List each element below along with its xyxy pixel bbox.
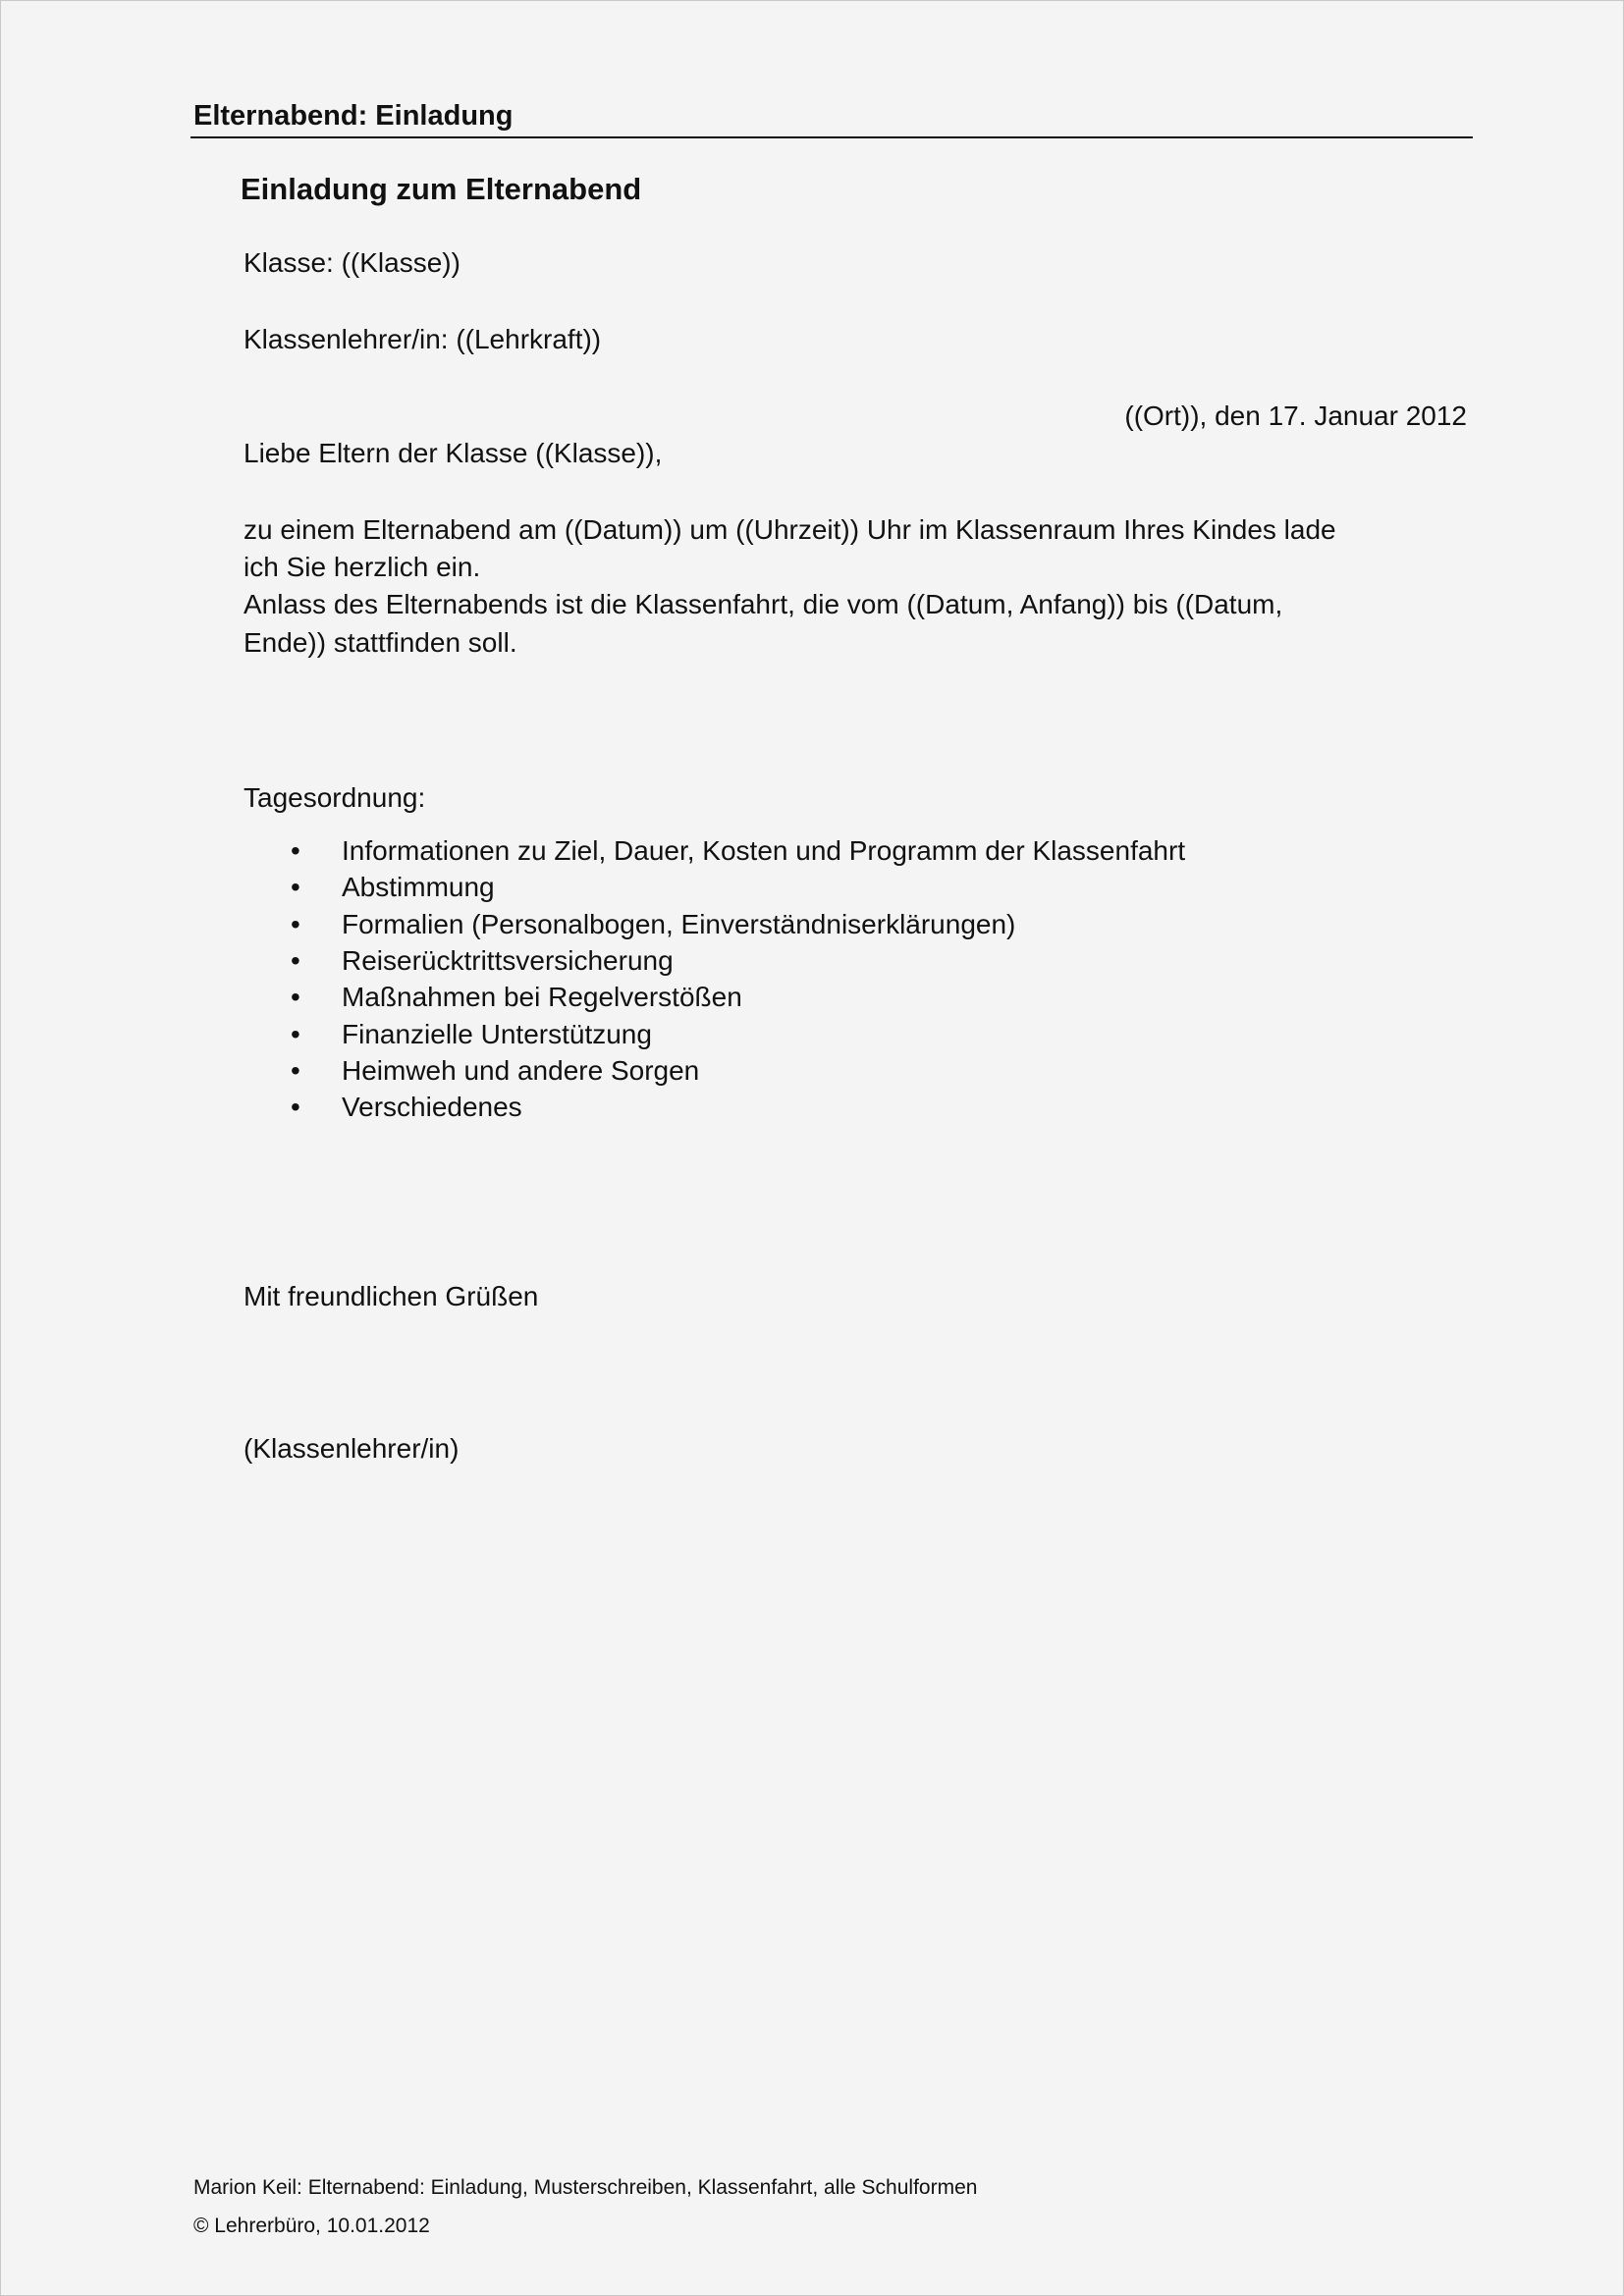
footer-source: Marion Keil: Elternabend: Einladung, Musterschreiben, Klassenfahrt, alle Schulformen [193,2176,978,2199]
agenda-item-text: Informationen zu Ziel, Dauer, Kosten und Programm der Klassenfahrt [342,835,1186,866]
agenda-item-text: Heimweh und andere Sorgen [342,1055,700,1086]
page-header-title: Elternabend: Einladung [193,100,514,132]
bullet-icon: • [291,1092,300,1122]
signature: (Klassenlehrer/in) [244,1433,460,1464]
bullet-icon: • [291,835,300,866]
agenda-label: Tagesordnung: [244,782,426,813]
letter-title: Einladung zum Elternabend [241,172,642,206]
bullet-icon: • [291,909,300,939]
agenda-item-text: Formalien (Personalbogen, Einverständniserklärungen) [342,909,1016,939]
agenda-item-text: Finanzielle Unterstützung [342,1019,652,1049]
closing: Mit freundlichen Grüßen [244,1281,539,1311]
date-line: ((Ort)), den 17. Januar 2012 [1124,400,1467,431]
body-line: Anlass des Elternabends ist die Klassenfahrt, die vom ((Datum, Anfang)) bis ((Datum, [244,589,1283,619]
body-line: zu einem Elternabend am ((Datum)) um ((Uhrzeit)) Uhr im Klassenraum Ihres Kindes lade [244,514,1336,545]
agenda-item-text: Verschiedenes [342,1092,522,1122]
agenda-item-text: Reiserücktrittsversicherung [342,945,674,976]
footer-copyright: © Lehrerbüro, 10.01.2012 [193,2215,430,2237]
bullet-icon: • [291,945,300,976]
bullet-icon: • [291,982,300,1012]
header-divider [190,136,1473,138]
teacher-field: Klassenlehrer/in: ((Lehrkraft)) [244,324,602,354]
class-field: Klasse: ((Klasse)) [244,247,460,278]
bullet-icon: • [291,1055,300,1086]
bullet-icon: • [291,872,300,902]
bullet-icon: • [291,1019,300,1049]
body-line: Ende)) stattfinden soll. [244,627,517,658]
salutation: Liebe Eltern der Klasse ((Klasse)), [244,438,663,468]
agenda-item-text: Maßnahmen bei Regelverstößen [342,982,742,1012]
body-line: ich Sie herzlich ein. [244,552,481,582]
agenda-item-text: Abstimmung [342,872,495,902]
